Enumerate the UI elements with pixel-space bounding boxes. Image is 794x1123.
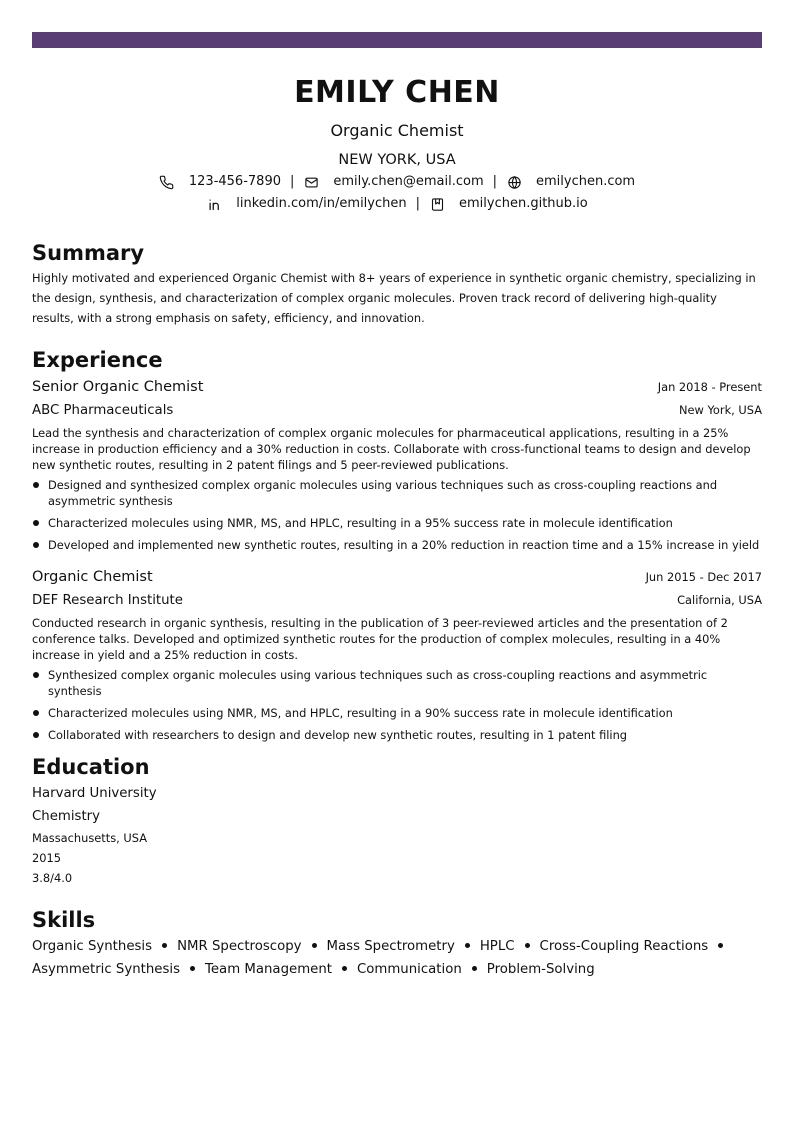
education-year: 2015: [32, 851, 61, 865]
bookmark-icon: [429, 196, 445, 212]
bullet-icon: [312, 943, 317, 948]
skill-item: Organic Synthesis: [32, 939, 153, 954]
bullet-icon: [525, 943, 530, 948]
job-description: Conducted research in organic synthesis, resulting in the publication of 3 peer-reviewed articles and the presentation of 2 conference talks. Developed and optimized synthetic routes for the production of complex molecules, resulting in a 40% increase in yield and a 25% reduction in costs.: [32, 616, 728, 662]
education-school: Harvard University: [32, 786, 157, 801]
job-title: Organic Chemist: [32, 569, 153, 585]
separator: |: [492, 174, 497, 189]
section-title-skills: Skills: [32, 908, 96, 932]
section-title-summary: Summary: [32, 241, 145, 265]
skills-section: [32, 907, 762, 981]
skill-item: Asymmetric Synthesis: [32, 962, 180, 977]
job-bullets: [32, 667, 762, 743]
job-company: ABC Pharmaceuticals: [32, 403, 174, 418]
job-entry: [32, 567, 762, 743]
globe-icon: [506, 174, 522, 190]
education-gpa: 3.8/4.0: [32, 871, 73, 885]
section-title-education: Education: [32, 755, 150, 779]
bullet-icon: [190, 966, 195, 971]
email-link[interactable]: emily.chen@email.com: [333, 174, 484, 189]
skill-item: Communication: [356, 962, 462, 977]
mail-icon: [303, 174, 319, 190]
accent-bar: [32, 32, 762, 48]
job-description: Lead the synthesis and characterization of complex organic molecules for pharmaceutical applications, resulting in a 25% increase in production efficiency and a 30% reduction in costs. Collaborate with cross-functional teams to design and develop new synthetic routes, resulting in 2 patent filings and 5 peer-reviewed publications.: [32, 426, 751, 472]
experience-section: [32, 347, 762, 749]
phone-icon: [159, 174, 175, 190]
bullet-text: Synthesized complex organic molecules using various techniques such as cross-coupling reactions and asymmetric synthesis: [48, 668, 708, 698]
skill-item: Team Management: [205, 962, 332, 977]
skill-item: Cross-Coupling Reactions: [539, 939, 709, 954]
github-link[interactable]: emilychen.github.io: [459, 196, 588, 211]
summary-section: [32, 240, 762, 328]
contact-line-2: [32, 194, 762, 214]
skills-list: [32, 935, 762, 981]
bullet-icon: [162, 943, 167, 948]
section-title-experience: Experience: [32, 348, 163, 372]
candidate-name: EMILY CHEN: [294, 75, 500, 110]
bullet-text: Characterized molecules using NMR, MS, and HPLC, resulting in a 90% success rate in molecule identification: [48, 706, 673, 720]
skill-item: Mass Spectrometry: [326, 939, 455, 954]
job-dates: Jan 2018 - Present: [657, 380, 762, 394]
bullet-icon: [472, 966, 477, 971]
separator: |: [289, 174, 295, 189]
education-field: Chemistry: [32, 809, 101, 824]
education-section: [32, 754, 762, 888]
job-title: Senior Organic Chemist: [32, 379, 204, 395]
website-link[interactable]: emilychen.com: [536, 174, 636, 189]
bullet-icon: [718, 943, 723, 948]
bullet-icon: [33, 520, 39, 526]
skills-line: [32, 958, 762, 981]
contact-line-1: [32, 172, 762, 192]
bullet-icon: [33, 710, 39, 716]
bullet-text: Characterized molecules using NMR, MS, and HPLC, resulting in a 95% success rate in molecule identification: [48, 516, 673, 530]
candidate-location: NEW YORK, USA: [338, 152, 456, 168]
skill-item: HPLC: [479, 939, 515, 954]
list-item: [32, 705, 762, 721]
candidate-role: Organic Chemist: [330, 121, 464, 140]
job-location: New York, USA: [679, 403, 762, 417]
list-item: [32, 477, 762, 509]
skills-line: [32, 935, 762, 958]
list-item: [32, 537, 762, 553]
resume-header: [32, 74, 762, 214]
list-item: [32, 727, 762, 743]
bullet-icon: [342, 966, 347, 971]
skill-item: NMR Spectroscopy: [177, 939, 302, 954]
bullet-icon: [33, 732, 39, 738]
list-item: [32, 515, 762, 531]
summary-text: Highly motivated and experienced Organic Chemist with 8+ years of experience in synthetic organic chemistry, specializing in the design, synthesis, and characterization of complex organic molecules. Proven track record of delivering high-quality results, with a strong emphasis on safety, efficiency, and innovation.: [32, 271, 756, 325]
bullet-icon: [33, 482, 39, 488]
bullet-icon: [33, 542, 39, 548]
linkedin-icon: [206, 196, 222, 212]
education-location: Massachusetts, USA: [32, 831, 147, 845]
job-entry: [32, 377, 762, 553]
linkedin-link[interactable]: linkedin.com/in/emilychen: [236, 196, 407, 211]
bullet-text: Collaborated with researchers to design and develop new synthetic routes, resulting in 1 patent filing: [48, 728, 628, 742]
phone-number[interactable]: 123-456-7890: [188, 174, 281, 189]
bullet-text: Developed and implemented new synthetic routes, resulting in a 20% reduction in reaction time and a 15% increase in yield: [48, 538, 760, 552]
bullet-icon: [465, 943, 470, 948]
job-bullets: [32, 477, 762, 553]
job-company: DEF Research Institute: [32, 593, 183, 608]
skill-item: Problem-Solving: [486, 962, 595, 977]
job-location: California, USA: [677, 593, 762, 607]
bullet-icon: [33, 672, 39, 678]
bullet-text: Designed and synthesized complex organic molecules using various techniques such as cross-coupling reactions and asymmetric synthesis: [48, 478, 718, 508]
separator: |: [415, 196, 420, 211]
list-item: [32, 667, 762, 699]
job-dates: Jun 2015 - Dec 2017: [645, 570, 762, 584]
